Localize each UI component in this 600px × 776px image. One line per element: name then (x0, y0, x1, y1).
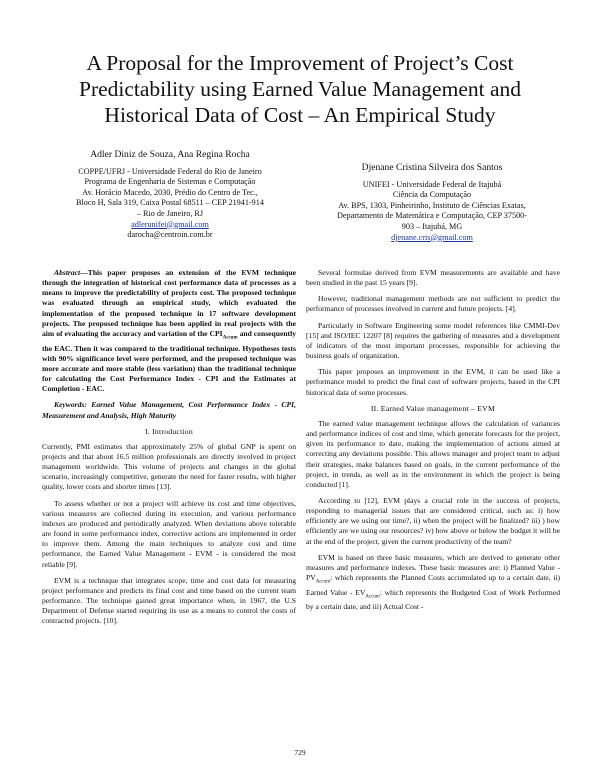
paragraph: EVM is based on three basic measures, which are derived to generate other measures and performance indexes. These basic measures are: i) Planned Value - $PV_{Accum}$: which represents the Planned Costs accumulated up to a certain date, ii) Earned Value - $EV_{Accum}$: which represents the Budgeted Cost of Work Performed by a certain date, and iii) Actual Cost - (306, 552, 560, 612)
section-heading-introduction: I. Introduction (144, 426, 194, 436)
paragraph: Currently, PMI estimates that approximately 25% of global GNP is spent on projects and that about 16.5 million professionals are directly involved in project management worldwide. This volume of projects and changes in the global scenario, increasingly competitive, generate the need for faster results, with higher quality, lower costs and shorter times [13]. (42, 441, 296, 492)
affiliation-line: COPPE/UFRJ - Universidade Federal do Rio de Janeiro (78, 166, 262, 176)
paragraph: Particularly in Software Engineering some model references like CMMI-Dev [15] and ISO/IEC 12207 [8] requires the gathering of measures and a development of indicators of the most important processes, responsible for achieving the business goals of organization. (306, 320, 560, 361)
right-column (306, 268, 560, 619)
paragraph: However, traditional management methods are not sufficient to predict the performance of processes involved in current and future projects. [4]. (306, 294, 560, 314)
author-names: Djenane Cristina Silveira dos Santos (361, 162, 503, 173)
author-names: Adler Diniz de Souza, Ana Regina Rocha (90, 149, 250, 160)
paragraph: This paper proposes an improvement in the EVM, it can be used like a performance model to predict the final cost of software projects, based in the CPI historical data of some processes. (306, 367, 560, 397)
section-heading-evm: II. Earned Value management – EVM (370, 403, 496, 413)
affiliation-line: Av. BPS, 1303, Pinheirinho, Instituto de Ciências Exatas, (338, 200, 526, 210)
affiliation-line: Bloco H, Sala 319, Caixa Postal 68511 – CEP 21941-914 (76, 198, 264, 208)
affiliation-line: Departamento de Matemática e Computação, CEP 37500- (337, 211, 527, 221)
paragraph: The earned value management technique allows the calculation of variances and performance indices of cost and time, which generate forecasts for the project, given its performance to date, making the implementation of actions aimed at correcting any deviations possible. This allows manager and project team to adjust their strategies, make balances based on goals, in the current performance of the project, in trends, as well as in the environment in which the project is being conducted [1]. (306, 418, 560, 489)
page-number: 729 (294, 748, 306, 757)
paper-title: A Proposal for the Improvement of Project’s Cost Predictability using Earned Value Management and Historical Data of Cost – An Empirical Study (78, 51, 522, 127)
affiliation-line: Ciência da Computação (392, 190, 472, 200)
paragraph: Several formulae derived from EVM measurements are available and have been studied in the past 15 years [9]. (306, 268, 560, 288)
affiliation-line: 903 – Itajubá, MG (401, 221, 463, 231)
keywords-label: Keywords: (54, 400, 92, 410)
abstract: Abstract—This paper proposes an extension of the EVM technique through the integration of historical cost performance data of processes as a means to improve the predictability of projects cost. The proposed technique was evaluated through an empirical study, which evaluated the implementation of the proposed technique in 17 software development projects. The proposed technique has been applied in real projects with the aim of evaluating the accuracy and variation of the $CPI_{Accum}$ and consequently the EAC. Then it was compared to the traditional technique. Hypotheses tests with 90% significance level were performed, and the proposed technique was more accurate and more stable (less variation) than the traditional technique for calculating the Cost Performance Index - CPI and the Estimates at Completion - EAC. (42, 268, 296, 394)
affiliation-line: UNIFEI - Universidade Federal de Itajubá (362, 179, 502, 189)
author-block-left (50, 150, 290, 241)
author-email-link[interactable]: djenane.cris@gmail.com (391, 232, 473, 242)
paragraph: According to [12], EVM plays a crucial role in the success of projects, responding to managerial issues that are considered critical, such as: i) how efficiently are we using our time?, ii) when the project will be finalized? iii) ) how efficiently are we using our resources? iv) how above or below the budget it will be at the end of the project, given the current productivity of the team? (306, 495, 560, 546)
paragraph: To assess whether or not a project will achieve its cost and time objectives, various measures are collected during its execution, and various performance indexes are produced and periodically analyzed. When deviations above tolerable are found in some performance index, corrective actions are implemented in order to improve them. Among the main techniques to analyze cost and time performance, the Earned Value Management - EVM - is considered the most reliable [9]. (42, 498, 296, 569)
keywords: Keywords: Earned Value Management, Cost Performance Index - CPI, Measurement and Analysis, High Maturity (42, 400, 296, 420)
affiliation-line: Programa de Engenharia de Sistemas e Computação (84, 177, 256, 187)
author-email: darocha@centroin.com.br (127, 230, 213, 240)
abstract-label: Abstract (54, 268, 81, 277)
author-block-right (312, 163, 552, 243)
affiliation-line: – Rio de Janeiro, RJ (136, 208, 204, 218)
paragraph: EVM is a technique that integrates scope, time and cost data for measuring project performance and predicts its final cost and time based on the current team performance. The technique gained great importance when, in 1967, the U.S Department of Defense started requiring its use as a means to control the costs of contracted projects. [10]. (42, 575, 296, 626)
affiliation-line: Av. Horácio Macedo, 2030, Prédio do Centro de Tec., (82, 187, 258, 197)
left-column (42, 268, 296, 633)
author-email-link[interactable]: adlerunifei@gmail.com (131, 219, 209, 229)
